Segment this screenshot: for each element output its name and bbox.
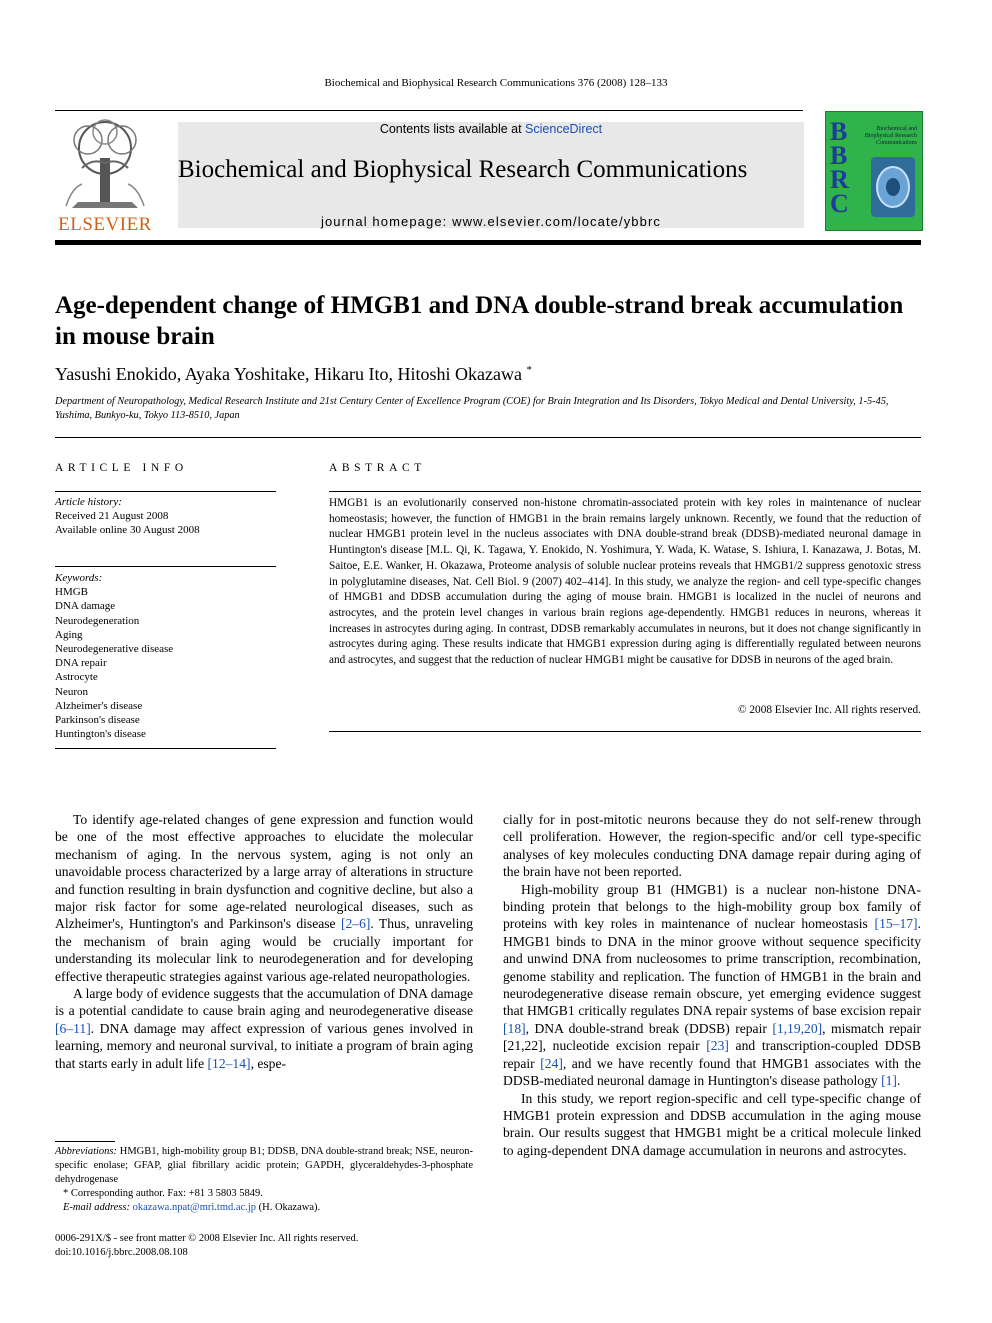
body-column-left — [55, 811, 473, 1072]
abbreviations-label: Abbreviations: — [55, 1146, 118, 1157]
article-title: Age-dependent change of HMGB1 and DNA double-strand break accumulation in mouse brain — [55, 292, 904, 350]
keyword: Aging — [55, 628, 83, 641]
journal-name: Biochemical and Biophysical Research Communications — [178, 156, 748, 183]
email-footnote — [55, 1201, 473, 1215]
author-list — [55, 364, 532, 385]
keywords — [55, 571, 276, 741]
paragraph-text: , espe- — [250, 1055, 287, 1071]
email-link[interactable]: okazawa.npat@mri.tmd.ac.jp — [132, 1202, 256, 1213]
journal-cover — [825, 111, 923, 231]
paragraph-text: , and we have recently found that HMGB1 associates with the DDSB-mediated neuronal damage in Huntington's disease pathology — [503, 1055, 922, 1089]
header-thick-rule — [55, 240, 921, 245]
copyright: © 2008 Elsevier Inc. All rights reserved. — [737, 704, 921, 716]
footnotes — [55, 1145, 473, 1215]
body-paragraph: In this study, we report region-specific and cell type-specific change of HMGB1 protein expression and DDSB accumulation in the aging mouse brain. Our results suggest that HMGB1 might be a critical molecule linked to aging-dependent DNA damage accumulation in neurons and astrocytes. — [503, 1090, 921, 1158]
reference-link[interactable]: [15–17] — [874, 916, 918, 932]
affiliation-rule — [55, 437, 921, 438]
keyword: HMGB — [55, 586, 89, 599]
body-paragraph — [503, 881, 921, 1090]
journal-homepage[interactable]: journal homepage: www.elsevier.com/locate/ybbrc — [320, 214, 661, 229]
history-label: Article history: — [55, 496, 122, 508]
paragraph-text: . HMGB1 binds to DNA in the minor groove without sequence specificity and unwind DNA from nucleosomes to prime transcription, recombination, genome stability and replication. The function of HMGB1 in the brain and neurodegenerative disease remain obscure, yet emerging evidence suggest that HMGB1 critically regulates DNA repair systems of base excision repair — [503, 916, 921, 1019]
contents-line — [178, 122, 804, 136]
journal-banner — [178, 122, 804, 228]
paragraph-text: , mismatch repair [21,22], nucleotide excision repair — [503, 1020, 921, 1054]
article-history — [55, 495, 276, 537]
cover-letters: BBRC — [830, 117, 849, 218]
corresponding-author-note: * Corresponding author. Fax: +81 3 5803 5849. — [63, 1188, 263, 1199]
abstract-text: HMGB1 is an evolutionarily conserved non-histone chromatin-associated protein with key roles in maintenance of nuclear homeostasis; however, the function of HMGB1 in the brain remains largely unknown. Recently, we found that the reduction of nuclear HMGB1 protein level in the nucleus associates with DNA double-strand break (DDSB)-mediated neuronal damage in Huntington's disease [M.L. Qi, K. Tagawa, Y. Enokido, N. Yoshimura, Y. Wada, K. Watase, S. Ishiura, I. Kanazawa, J. Botas, M. Saitoe, E.E. Wanker, H. Okazawa, Proteome analysis of soluble nuclear proteins reveals that HMGB1/2 suppress genotoxic stress in polyglutamine diseases, Nat. Cell Biol. 9 (2007) 402–414]. In this study, we analyze the region- and cell type-specific changes of HMGB1 and DDSB accumulation during the aging of mouse brain. HMGB1 is localized in the nuclei of neurons and astrocytes, and the protein level changes in various brain regions age-dependently. HMGB1 reduces in neurons, whereas it increases in astrocytes during aging. In contrast, DDSB remarkably accumulates in neurons, but it does not change significantly in astrocytes during aging. These results indicate that HMGB1 expression during aging is differentially regulated between neurons and astrocytes, and suggest that the reduction of nuclear HMGB1 might be causative for DDSB in neurons of the aged brain. — [329, 497, 921, 667]
reference-link[interactable]: [23] — [706, 1038, 729, 1054]
paragraph-text: and transcription-coupled DDSB repair — [503, 1038, 921, 1071]
body-column-right — [503, 811, 921, 1159]
cover-image — [871, 157, 915, 217]
reference-link[interactable]: [12–14] — [207, 1055, 251, 1071]
email-owner: (H. Okazawa). — [255, 1202, 321, 1213]
abstract-heading: ABSTRACT — [329, 462, 426, 474]
body-paragraph — [55, 811, 473, 985]
abstract-rule — [329, 731, 921, 732]
body-paragraph — [55, 985, 473, 1072]
keyword: Parkinson's disease — [55, 714, 140, 727]
sciencedirect-link[interactable]: ScienceDirect — [525, 122, 603, 136]
reference-link[interactable]: [18] — [503, 1020, 526, 1036]
elsevier-logo — [52, 118, 158, 236]
article-info-rule — [55, 748, 276, 749]
issn-line: 0006-291X/$ - see front matter © 2008 Elsevier Inc. All rights reserved. — [55, 1233, 359, 1244]
paragraph-text: A large body of evidence suggests that the accumulation of DNA damage is a potential candidate to cause brain aging and neurodegenerative disease — [55, 986, 473, 1019]
abbreviations-text: HMGB1, high-mobility group B1; DDSB, DNA double-strand break; NSE, neuron-specific enolase; GFAP, glial fibrillary acidic protein; GAPDH, glyceraldehydes-3-phosphate dehydrogenase — [55, 1146, 473, 1185]
keyword: Alzheimer's disease — [55, 699, 143, 712]
elsevier-tree-icon — [52, 118, 158, 214]
paragraph-text: . DNA damage may affect expression of various genes involved in learning, memory and neuronal survival, to initiate a program of brain aging that starts early in adult life — [55, 1020, 473, 1071]
elsevier-wordmark: ELSEVIER — [58, 214, 152, 235]
affiliation: Department of Neuropathology, Medical Research Institute and 21st Century Center of Excellence Program (COE) for Brain Integration and Its Disorders, Tokyo Medical and Dental University, 1-5-45, Yushima, Bunkyo-ku, Tokyo 113-8510, Japan — [55, 396, 889, 421]
keyword: DNA repair — [55, 657, 107, 670]
front-matter-info — [55, 1232, 358, 1260]
journal-citation: Biochemical and Biophysical Research Communications 376 (2008) 128–133 — [324, 77, 668, 89]
paragraph-text: . — [896, 1073, 901, 1089]
keyword: Neuron — [55, 685, 88, 698]
body-paragraph: cially for in post-mitotic neurons because they do not self-renew through cell proliferation. However, the region-specific and/or cell type-specific analyses of key molecules conducting DNA damage repair during aging of the brain have not been reported. — [503, 812, 921, 880]
received-date: Received 21 August 2008 — [55, 510, 169, 522]
doi-line[interactable]: doi:10.1016/j.bbrc.2008.08.108 — [55, 1247, 188, 1258]
reference-link[interactable]: [6–11] — [55, 1020, 91, 1036]
article-info-rule — [55, 491, 276, 492]
keyword: Astrocyte — [55, 671, 98, 684]
abstract-rule — [329, 491, 921, 492]
keyword: Neurodegenerative disease — [55, 643, 174, 656]
reference-link[interactable]: [24] — [540, 1055, 563, 1071]
header-rule — [55, 110, 803, 111]
abbreviations-footnote — [55, 1145, 473, 1187]
paragraph-text: High-mobility group B1 (HMGB1) is a nuclear non-histone DNA-binding protein that belongs to the high-mobility group box family of proteins with key roles in maintenance of nuclear homeostasis — [503, 881, 921, 932]
keyword: Huntington's disease — [55, 728, 146, 741]
cover-title: Biochemical and Biophysical Research Communications — [864, 126, 917, 146]
paragraph-text: To identify age-related changes of gene expression and function would be one of the most effective approaches to elucidate the molecular mechanism of aging. In the nervous system, aging is not only an unavoidable process characterized by a large array of alterations in structure and function resulting in brain dysfunction and cognitive decline, but also a major risk factor for some age-related neurological diseases, such as Alzheimer's, Huntington's and Parkinson's disease — [55, 812, 473, 932]
authors: Yasushi Enokido, Ayaka Yoshitake, Hikaru Ito, Hitoshi Okazawa — [55, 364, 522, 384]
contents-prefix: Contents lists available at — [379, 122, 526, 136]
reference-link[interactable]: [1,19,20] — [772, 1020, 823, 1036]
email-label: E-mail address: — [63, 1202, 130, 1213]
footnote-rule — [55, 1141, 115, 1142]
article-info-rule — [55, 566, 276, 567]
available-date: Available online 30 August 2008 — [55, 524, 200, 536]
paragraph-text: , DNA double-strand break (DDSB) repair — [525, 1020, 773, 1036]
reference-link[interactable]: [1] — [881, 1073, 897, 1089]
corresponding-author-mark[interactable]: * — [526, 364, 532, 376]
keywords-label: Keywords: — [55, 572, 103, 584]
cover-cell-icon — [871, 157, 915, 217]
reference-link[interactable]: [2–6] — [340, 916, 371, 932]
keyword: Neurodegeneration — [55, 614, 140, 627]
article-info-heading: ARTICLE INFO — [55, 462, 188, 474]
keyword: DNA damage — [55, 600, 116, 613]
paragraph-text: . Thus, unraveling the mechanism of brain aging would be crucially important for understanding its molecular link to neurodegeneration and for developing effective therapeutic strategies against various age-related neuropathologies. — [55, 916, 473, 984]
